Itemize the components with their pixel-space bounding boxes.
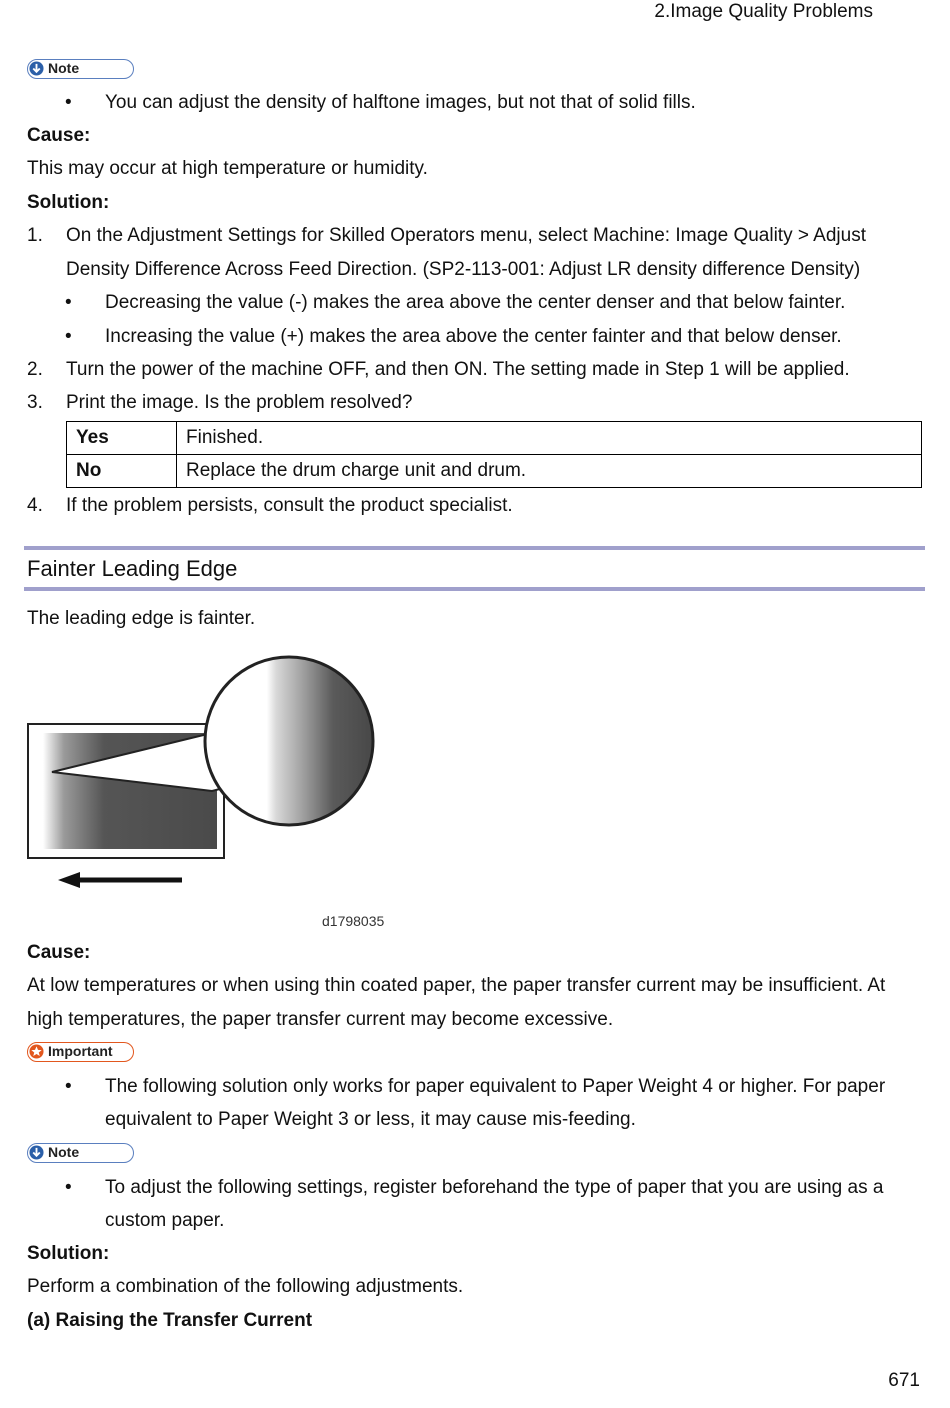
step-text: On the Adjustment Settings for Skilled Operators menu, select Machine: Image Quality > Adjust	[66, 225, 866, 246]
sub-bullet-text: Increasing the value (+) makes the area above the center fainter and that below denser.	[105, 326, 842, 347]
note-label: Note	[48, 60, 80, 76]
star-icon	[29, 1044, 44, 1059]
note-text: To adjust the following settings, register beforehand the type of paper that you are using as a	[105, 1177, 884, 1198]
step-text-continued: Density Difference Across Feed Direction. (SP2-113-001: Adjust LR density difference Density)	[66, 259, 861, 280]
sub-bullet-text: Decreasing the value (-) makes the area above the center denser and that below fainter.	[105, 292, 846, 313]
down-arrow-circle-icon	[29, 1145, 44, 1160]
table-row	[67, 422, 922, 455]
important-badge	[27, 1042, 134, 1062]
step-text: Turn the power of the machine OFF, and then ON. The setting made in Step 1 will be applied.	[66, 359, 850, 380]
table-cell-action: Replace the drum charge unit and drum.	[177, 455, 922, 488]
bullet-dot: •	[65, 1076, 72, 1097]
step-text: Print the image. Is the problem resolved?	[66, 392, 413, 413]
note-badge	[27, 59, 134, 79]
cause-text-continued: high temperatures, the paper transfer current may become excessive.	[27, 1009, 614, 1030]
running-header: 2.Image Quality Problems	[654, 1, 873, 22]
section-title: Fainter Leading Edge	[27, 556, 238, 581]
down-arrow-circle-icon	[29, 61, 44, 76]
fainter-leading-edge-figure	[24, 648, 394, 900]
intro-text: The leading edge is fainter.	[27, 608, 256, 629]
bullet-dot: •	[65, 292, 72, 313]
note-badge	[27, 1143, 134, 1163]
important-text: The following solution only works for paper equivalent to Paper Weight 4 or higher. For paper	[105, 1076, 886, 1097]
section-rule-bottom	[24, 587, 925, 591]
note-text: You can adjust the density of halftone images, but not that of solid fills.	[105, 92, 696, 113]
cause-heading: Cause:	[27, 942, 91, 963]
solution-text: Perform a combination of the following adjustments.	[27, 1276, 464, 1297]
bullet-dot: •	[65, 326, 72, 347]
step-number: 1.	[27, 225, 43, 246]
section-rule-top	[24, 546, 925, 550]
step-number: 2.	[27, 359, 43, 380]
important-label: Important	[48, 1043, 113, 1059]
table-cell-answer: No	[67, 455, 177, 488]
note-label: Note	[48, 1144, 80, 1160]
note-text-continued: custom paper.	[105, 1210, 225, 1231]
step-number: 4.	[27, 495, 43, 516]
table-cell-action: Finished.	[177, 422, 922, 455]
subsection-heading: (a) Raising the Transfer Current	[27, 1310, 313, 1331]
figure-id: d1798035	[322, 913, 385, 929]
page-number: 671	[888, 1370, 920, 1391]
result-table	[66, 421, 922, 488]
step-text: If the problem persists, consult the product specialist.	[66, 495, 513, 516]
table-row	[67, 455, 922, 488]
bullet-dot: •	[65, 1177, 72, 1198]
bullet-dot: •	[65, 92, 72, 113]
table-cell-answer: Yes	[67, 422, 177, 455]
important-text-continued: equivalent to Paper Weight 3 or less, it may cause mis-feeding.	[105, 1109, 636, 1130]
solution-heading: Solution:	[27, 1243, 110, 1264]
cause-text: This may occur at high temperature or humidity.	[27, 158, 428, 179]
cause-heading: Cause:	[27, 125, 91, 146]
step-number: 3.	[27, 392, 43, 413]
solution-heading: Solution:	[27, 192, 110, 213]
cause-text: At low temperatures or when using thin coated paper, the paper transfer current may be insufficient. At	[27, 975, 886, 996]
